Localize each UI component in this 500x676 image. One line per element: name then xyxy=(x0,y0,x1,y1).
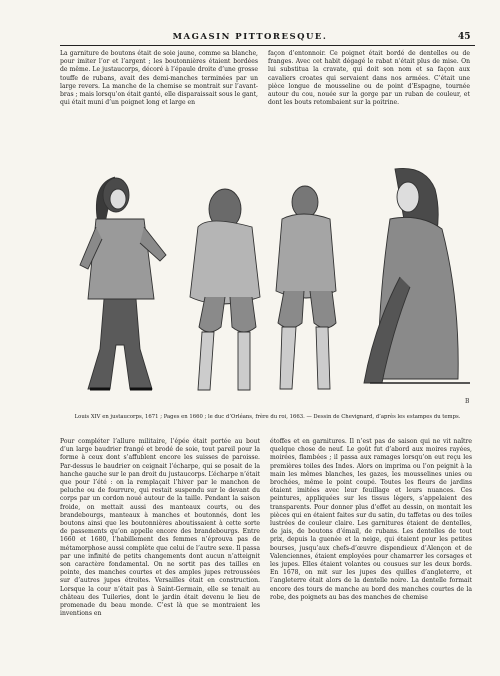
figure-duc-orleans xyxy=(364,168,470,383)
text-column-top-right xyxy=(268,50,470,107)
illustration-caption: Louis XIV en justaucorps, 1671 ; Pages en 1660 ; le duc d’Orléans, frère du roi, 1663. — Dessin de Chevignard, d’après les estampes du temps. xyxy=(74,414,461,420)
text-column-bottom-left xyxy=(60,438,260,618)
figure-louis-xiv xyxy=(80,177,166,389)
text-column-bottom-right xyxy=(270,438,472,602)
figure-pages xyxy=(190,186,336,390)
paragraph: La garniture de boutons était de soie jaune, comme sa blanche, pour imiter l’or et l’argent ; les boutonnières étaient bordées de même. Le justaucorps, décoré à l’épaule droite d’une grosse touffe de rubans, avait des demi-manches terminées par un large revers. La manche de la chemise se montrait sur l’avant-bras ; mais lorsqu’on était ganté, elle disparaissait sous le gant, qui était muni d’un poignet long et large en xyxy=(60,50,258,107)
paragraph: Pour compléter l’allure militaire, l’épée était portée au bout d’un large baudrier frangé et brodé de soie, tout pareil pour la forme à ceux dont s’affublent encore les suisses de paroisse. Par-dessus le baudrier on ceignait l’écharpe, qui se posait de la hanche gauche sur le pan droit du justaucorps. L’écharpe n’était que pour l’été : on la remplaçait l’hiver par le manchon de peluche ou de fourrure, qui restait suspendu sur le devant du corps par un cordon noué autour de la taille. Pendant la saison froide, on mettait aussi des manteaux courts, ou des brandebourgs, manteaux à manches et boutonnés, dont les boutons ainsi que les boutonnières aboutissaient à cette sorte de passements qu’on appelle encore des brandebourgs. Entre 1660 et 1680, l’habillement des femmes n’éprouva pas de métamorphose aussi complète que celui de l’autre sexe. Il passa par une infinité de petits changements dont aucun n’atteignit son caractère fondamental. On ne sortit pas des tailles en pointe, des manches courtes et des amples jupes retroussées sur d’autres jupes étroites. Versailles était en construction. Lorsque la cour n’était pas à Saint-Germain, elle se tenait au château des Tuileries, dont le jardin était devenu le lieu de promenade du beau monde. C’est là que se montraient les inventions en xyxy=(60,438,260,618)
page-header-title: MAGASIN PITTORESQUE. xyxy=(172,32,328,42)
artist-signature: B xyxy=(465,398,470,405)
paragraph: façon d’entonnoir. Ce poignet était bordé de dentelles ou de franges. Avec cet habit dégagé le rabat n’était plus de mise. On lui substitua la cravate, qui doit son nom et sa façon aux cavaliers croates qui servaient dans nos armées. C’était une pièce longue de mousseline ou de point d’Espagne, tournée autour du cou, nouée sur la gorge par un ruban de couleur, et dont les bouts retombaient sur la poitrine. xyxy=(268,50,470,107)
engraving-illustration xyxy=(60,157,475,409)
page-number: 45 xyxy=(458,32,471,42)
header-rule xyxy=(60,45,475,46)
text-column-top-left xyxy=(60,50,258,107)
paragraph: étoffes et en garnitures. Il n’est pas de saison qui ne vit naître quelque chose de neuf. Le goût fut d’abord aux moires rayées, moirées, flambées ; il passa aux ramages lorsqu’on eut reçu les premières toiles des Indes. Alors on imprima ou l’on peignit à la main les mêmes blanches, les gazes, les mousselines unies ou brochées, même le point coupé. Toutes les fleurs de jardins étaient imitées avec leur feuillage et leurs nuances. Ces peintures, appliquées sur les tissus légers, s’appelaient des transparents. Pour donner plus d’effet au dessin, on montait les pièces qui en étaient faites sur du satin, du taffetas ou des toiles lustrées de couleur claire. Les garnitures étaient de dentelles, de jais, de boutons d’émail, de rubans. Les dentelles de tout prix, depuis la guenée et la neige, qui étaient pour les petites bourses, jusqu’aux chefs-d’œuvre dispendieux d’Alençon et de Valenciennes, étaient employées pour chamarrer les corsages et les jupes. Elles étaient volantes ou cousues sur les deux bords. En 1678, on mit sur les jupes des quilles d’angleterre, et l’angleterre était alors de la dentelle noire. La dentelle formait encore des tours de manche au bord des manches courtes de la robe, des poignets au bas des manches de chemise xyxy=(270,438,472,601)
